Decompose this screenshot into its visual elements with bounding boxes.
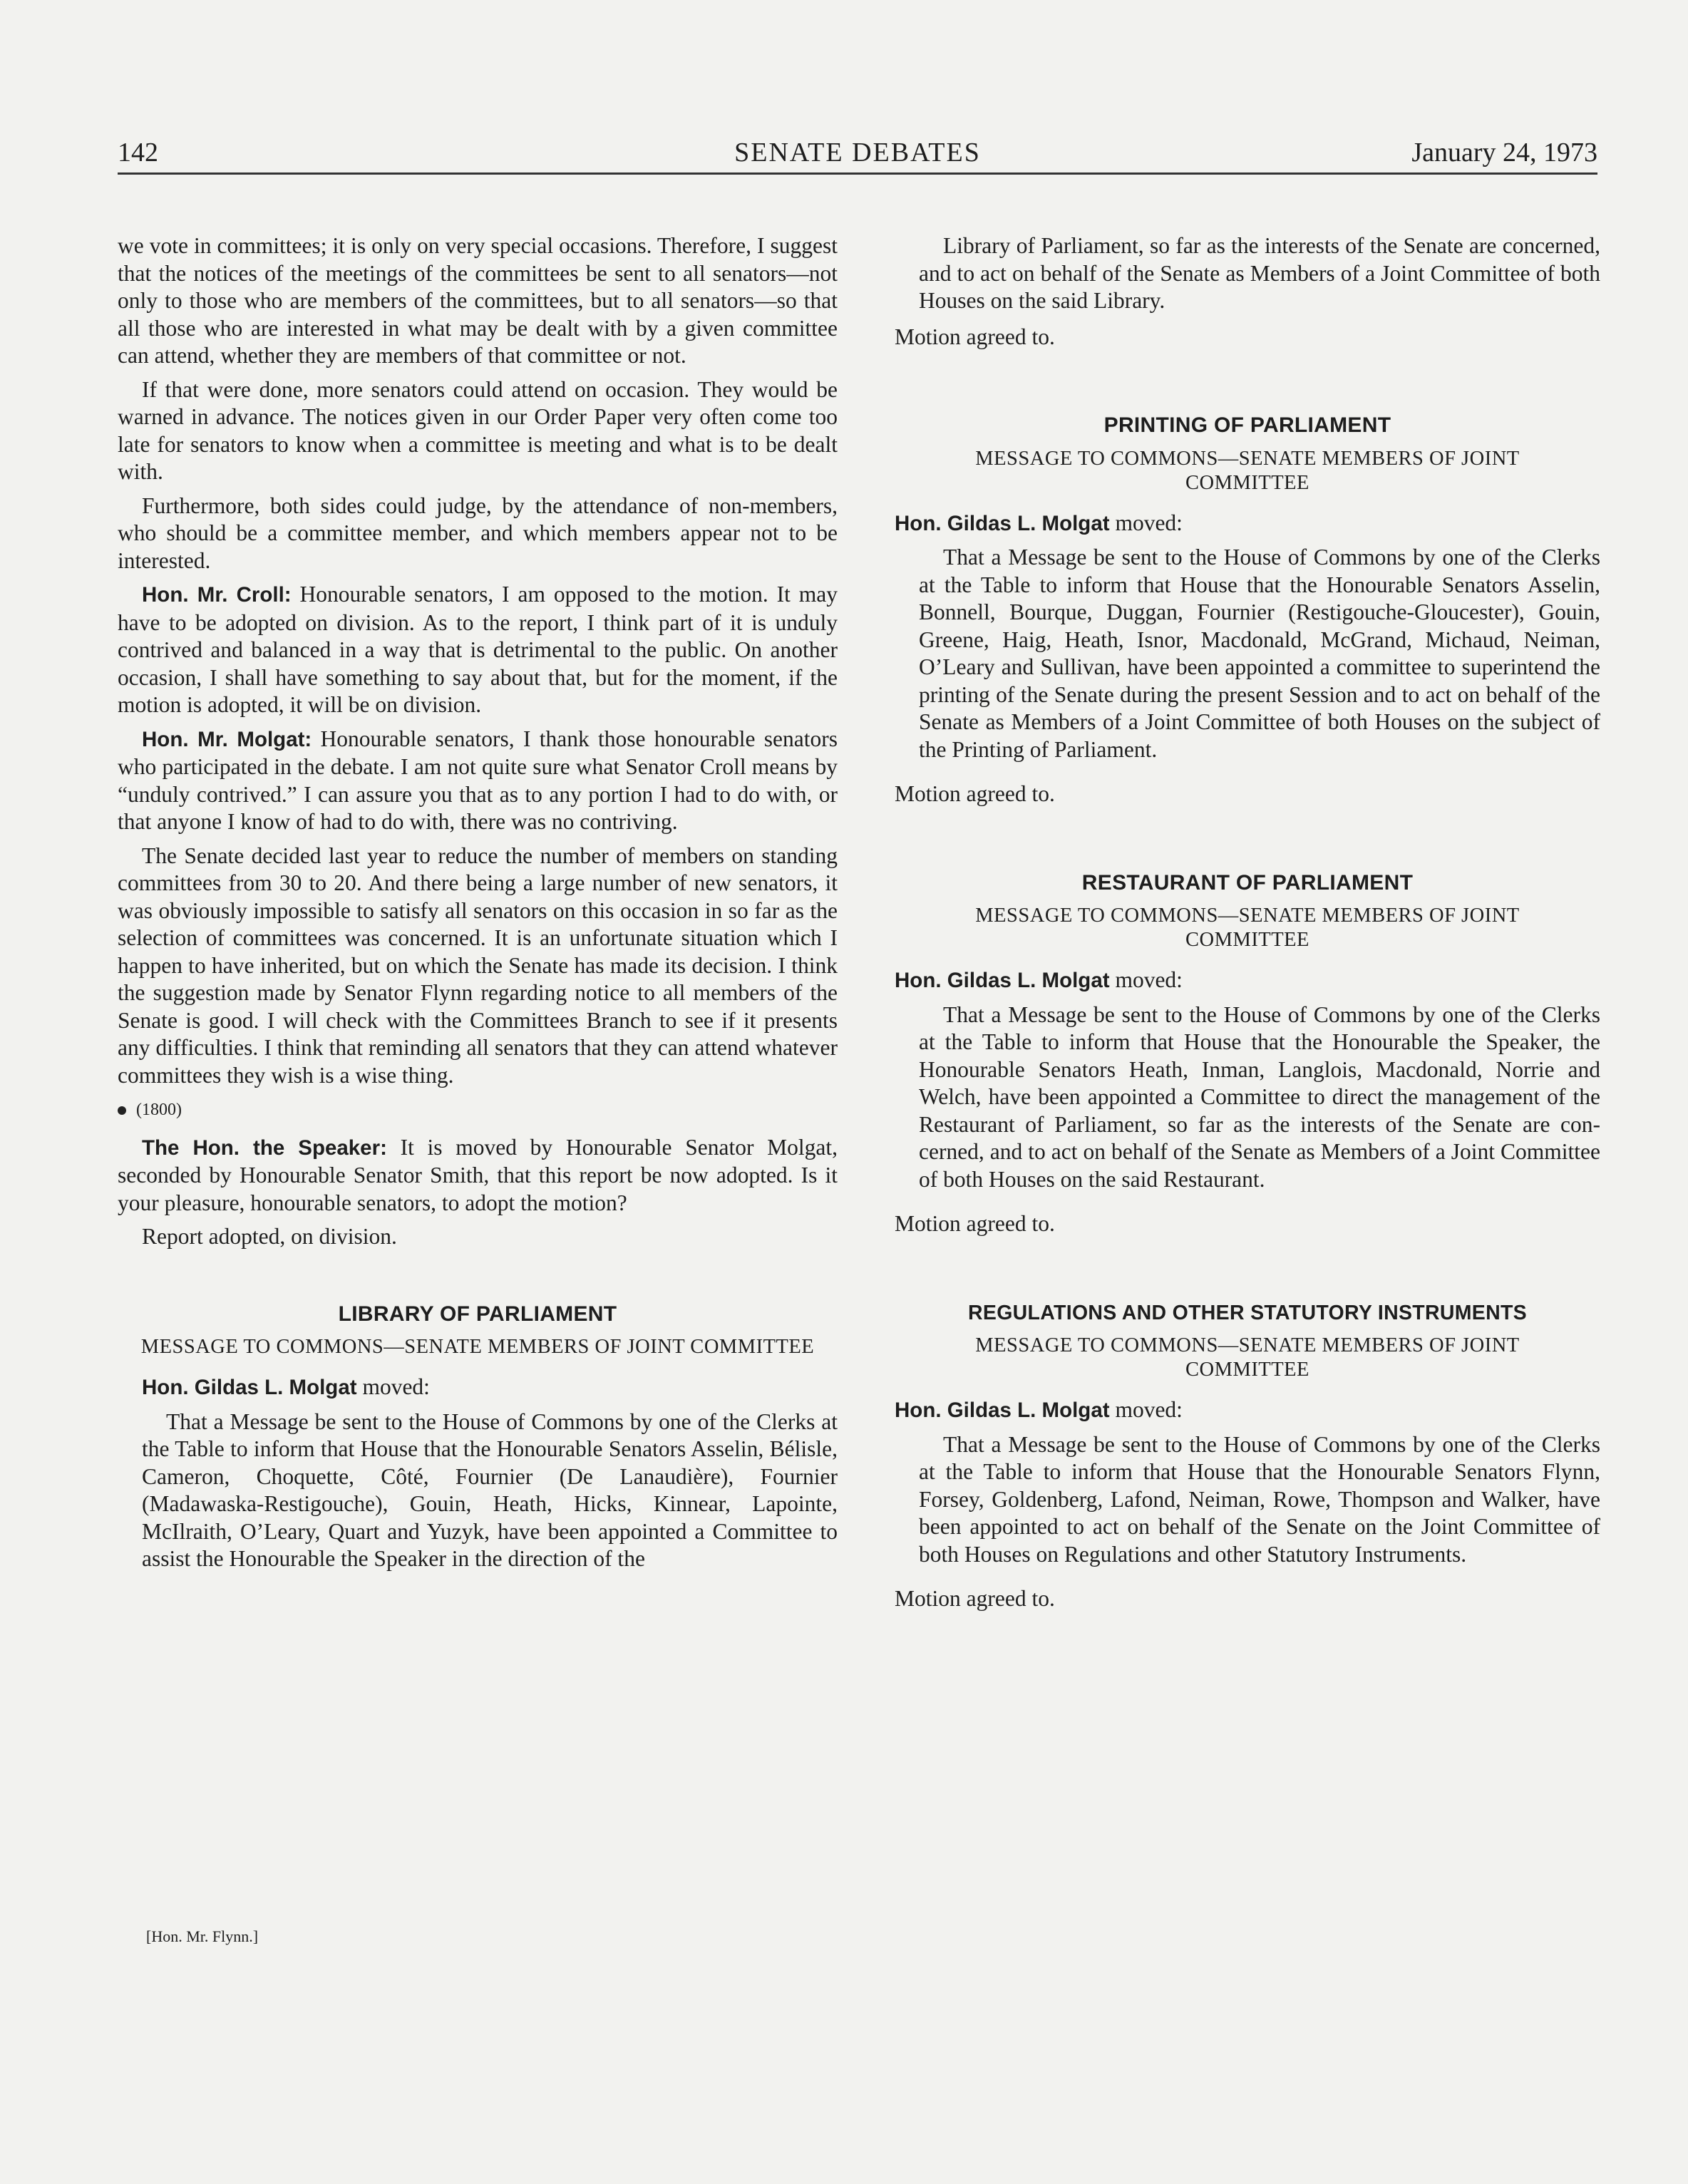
mover-line — [895, 510, 1600, 538]
motion-text — [895, 1001, 1600, 1194]
mover-verb: moved: — [1109, 1397, 1183, 1422]
footnote: [Hon. Mr. Flynn.] — [146, 1927, 259, 1945]
page-header — [118, 134, 1597, 175]
mover-verb: moved: — [1109, 510, 1183, 535]
left-column — [118, 232, 838, 1590]
section-subheading: MESSAGE TO COMMONS—SENATE MEMBERS OF JOINT COMMITTEE — [975, 1334, 1520, 1381]
mover-name: Hon. Gildas L. Molgat — [895, 969, 1110, 992]
speech-text: Honourable senators, I thank those honourable senators who participated in the debate. I am not quite sure what Senator Croll means by “unduly contrived.” I can assure you that as to any portion I had to do with, or that anyone I know of had to do with, there was no contriving. — [118, 726, 838, 834]
section-heading: LIBRARY OF PARLIAMENT — [338, 1302, 617, 1326]
time-marker-text: (1800) — [136, 1101, 182, 1119]
time-marker — [118, 1096, 838, 1124]
mover-verb: moved: — [356, 1374, 430, 1399]
report-adopted: Report adopted, on division. — [142, 1224, 397, 1249]
motion-text-continued — [895, 232, 1600, 315]
motion-agreed: Motion agreed to. — [895, 1211, 1055, 1236]
motion-body: That a Message be sent to the House of Commons by one of the Clerks at the Table to inform that House that the Honourable Senators Asselin, Bonnell, Bourque, Duggan, Fournier (Restigouche-Gloucester), Gouin, Greene, Haig, Heath, Isnor, Macdonald, McGrand, Michaud, Neiman, O’Leary and Sullivan, have been appointed a committee to superintend the printing of the Senate during the present Session and to act on behalf of the Senate as Members of a Joint Committee of both Houses on the subject of the Printing of Parliament. — [919, 545, 1600, 762]
speech-speaker — [118, 1134, 838, 1217]
section-subheading: MESSAGE TO COMMONS—SENATE MEMBERS OF JOINT COMMITTEE — [975, 447, 1520, 494]
mover-name: Hon. Gildas L. Molgat — [142, 1376, 357, 1399]
page-date: January 24, 1973 — [1411, 138, 1597, 168]
mover-verb: moved: — [1109, 967, 1183, 992]
paragraph: Furthermore, both sides could judge, by the attendance of non-members, who should be a committee member, and which members appear not to be interested. — [118, 493, 838, 573]
section-subheading: MESSAGE TO COMMONS—SENATE MEMBERS OF JOINT COMMITTEE — [975, 905, 1520, 951]
right-column — [895, 232, 1600, 1619]
speech-text: Honourable senators, I am opposed to the motion. It may have to be adopted on division. As to the report, I think part of it is unduly contrived and balanced in a way that is detrimental to the public. On another occasion, I shall have something to say about that, but for the moment, if the motion is adopted, it will be on division. — [118, 582, 838, 717]
section-heading: PRINTING OF PARLIAMENT — [1103, 413, 1391, 437]
mover-name: Hon. Gildas L. Molgat — [895, 511, 1110, 535]
speaker-name: Hon. Mr. Croll: — [142, 583, 292, 607]
speech-croll — [118, 581, 838, 719]
motion-body: That a Message be sent to the House of Commons by one of the Clerks at the Table to inform that House that the Honourable the Speaker, the Honourable Senators Heath, Inman, Langlois, Macdonald, Norrie and Welch, have been appointed a Committee to direct the management of the Restaurant of Parliament, so far as the interests of the Senate are concerned, and to act on behalf of the Senate as Members of a Joint Committee of both Houses on the said Restaurant. — [919, 1001, 1600, 1192]
paragraph: we vote in committees; it is only on very special occasions. Therefore, I suggest that the notices of the meetings of the committees be sent to all senators—not only to those who are members of the committees, but to all senators—so that all those who are interested in what may be dealt with by a given committee can attend, whether they are members of that committee or not. — [118, 233, 838, 368]
paragraph: If that were done, more senators could attend on occasion. They would be warned in advance. The notices given in our Order Paper very often come too late for senators to know when a committee is meeting and what is to be dealt with. — [118, 376, 838, 484]
mover-line — [895, 967, 1600, 995]
motion-text — [895, 1431, 1600, 1569]
section-heading: REGULATIONS AND OTHER STATUTORY INSTRUMENTS — [968, 1301, 1527, 1324]
speech-text: It is moved by Honourable Senator Molgat, seconded by Honourable Senator Smith, that this report be now adopted. Is it your pleasure, honourable senators, to adopt the motion? — [118, 1134, 838, 1215]
mover-line — [118, 1374, 838, 1402]
motion-agreed: Motion agreed to. — [895, 1586, 1055, 1611]
bullet-icon — [118, 1106, 126, 1115]
motion-text — [895, 544, 1600, 763]
mover-line — [895, 1396, 1600, 1425]
paragraph: The Senate decided last year to reduce the number of members on standing committees from 30 to 20. And there being a large number of new senators, it was obviously impossible to satisfy all senators on this occasion in so far as the selection of committees was concerned. It is an unfortunate situation which I happen to have inherited, but on which the Senate has made its decision. I think the suggestion made by Senator Flynn regarding notice to all members of the Senate is good. I will check with the Committees Branch to see if it presents any difficulties. I think that reminding all senators that they can attend whatever committees they wish is a wise thing. — [118, 843, 838, 1088]
speech-molgat — [118, 726, 838, 836]
section-subheading: MESSAGE TO COMMONS—SENATE MEMBERS OF JOINT COMMITTEE — [140, 1336, 815, 1358]
section-heading: RESTAURANT OF PARLIAMENT — [1081, 870, 1414, 895]
motion-body: That a Message be sent to the House of Commons by one of the Clerks at the Table to inform that House that the Honourable Senators Asselin, Bélisle, Cameron, Choquette, Côté, Fournier (De Lanaudière), Fournier (Madawaska-Restigouche), Gouin, Heath, Hicks, Kinnear, Lapointe, McIlraith, O’Leary, Quart and Yuzyk, have been appointed a Committee to assist the Honourable the Speaker in the direction of the — [142, 1408, 838, 1571]
speaker-name: The Hon. the Speaker: — [142, 1135, 387, 1160]
mover-name: Hon. Gildas L. Molgat — [895, 1399, 1110, 1422]
motion-body: Library of Parliament, so far as the interests of the Senate are concerned, and to act on behalf of the Senate as Members of a Joint Committee of both Houses on the said Library. — [919, 233, 1600, 313]
publication-title: SENATE DEBATES — [734, 138, 981, 168]
motion-agreed: Motion agreed to. — [895, 781, 1055, 806]
page-number: 142 — [118, 138, 158, 168]
motion-body: That a Message be sent to the House of Commons by one of the Clerks at the Table to inform that House that the Honourable Senators Flynn, Forsey, Goldenberg, Lafond, Neiman, Rowe, Thompson and Walker, have been appointed to act on behalf of the Senate on the Joint Committee of both Houses on Regulations and other Statutory Instruments. — [919, 1431, 1600, 1567]
speaker-name: Hon. Mr. Molgat: — [142, 727, 312, 751]
motion-text — [118, 1408, 838, 1573]
motion-agreed: Motion agreed to. — [895, 324, 1055, 349]
